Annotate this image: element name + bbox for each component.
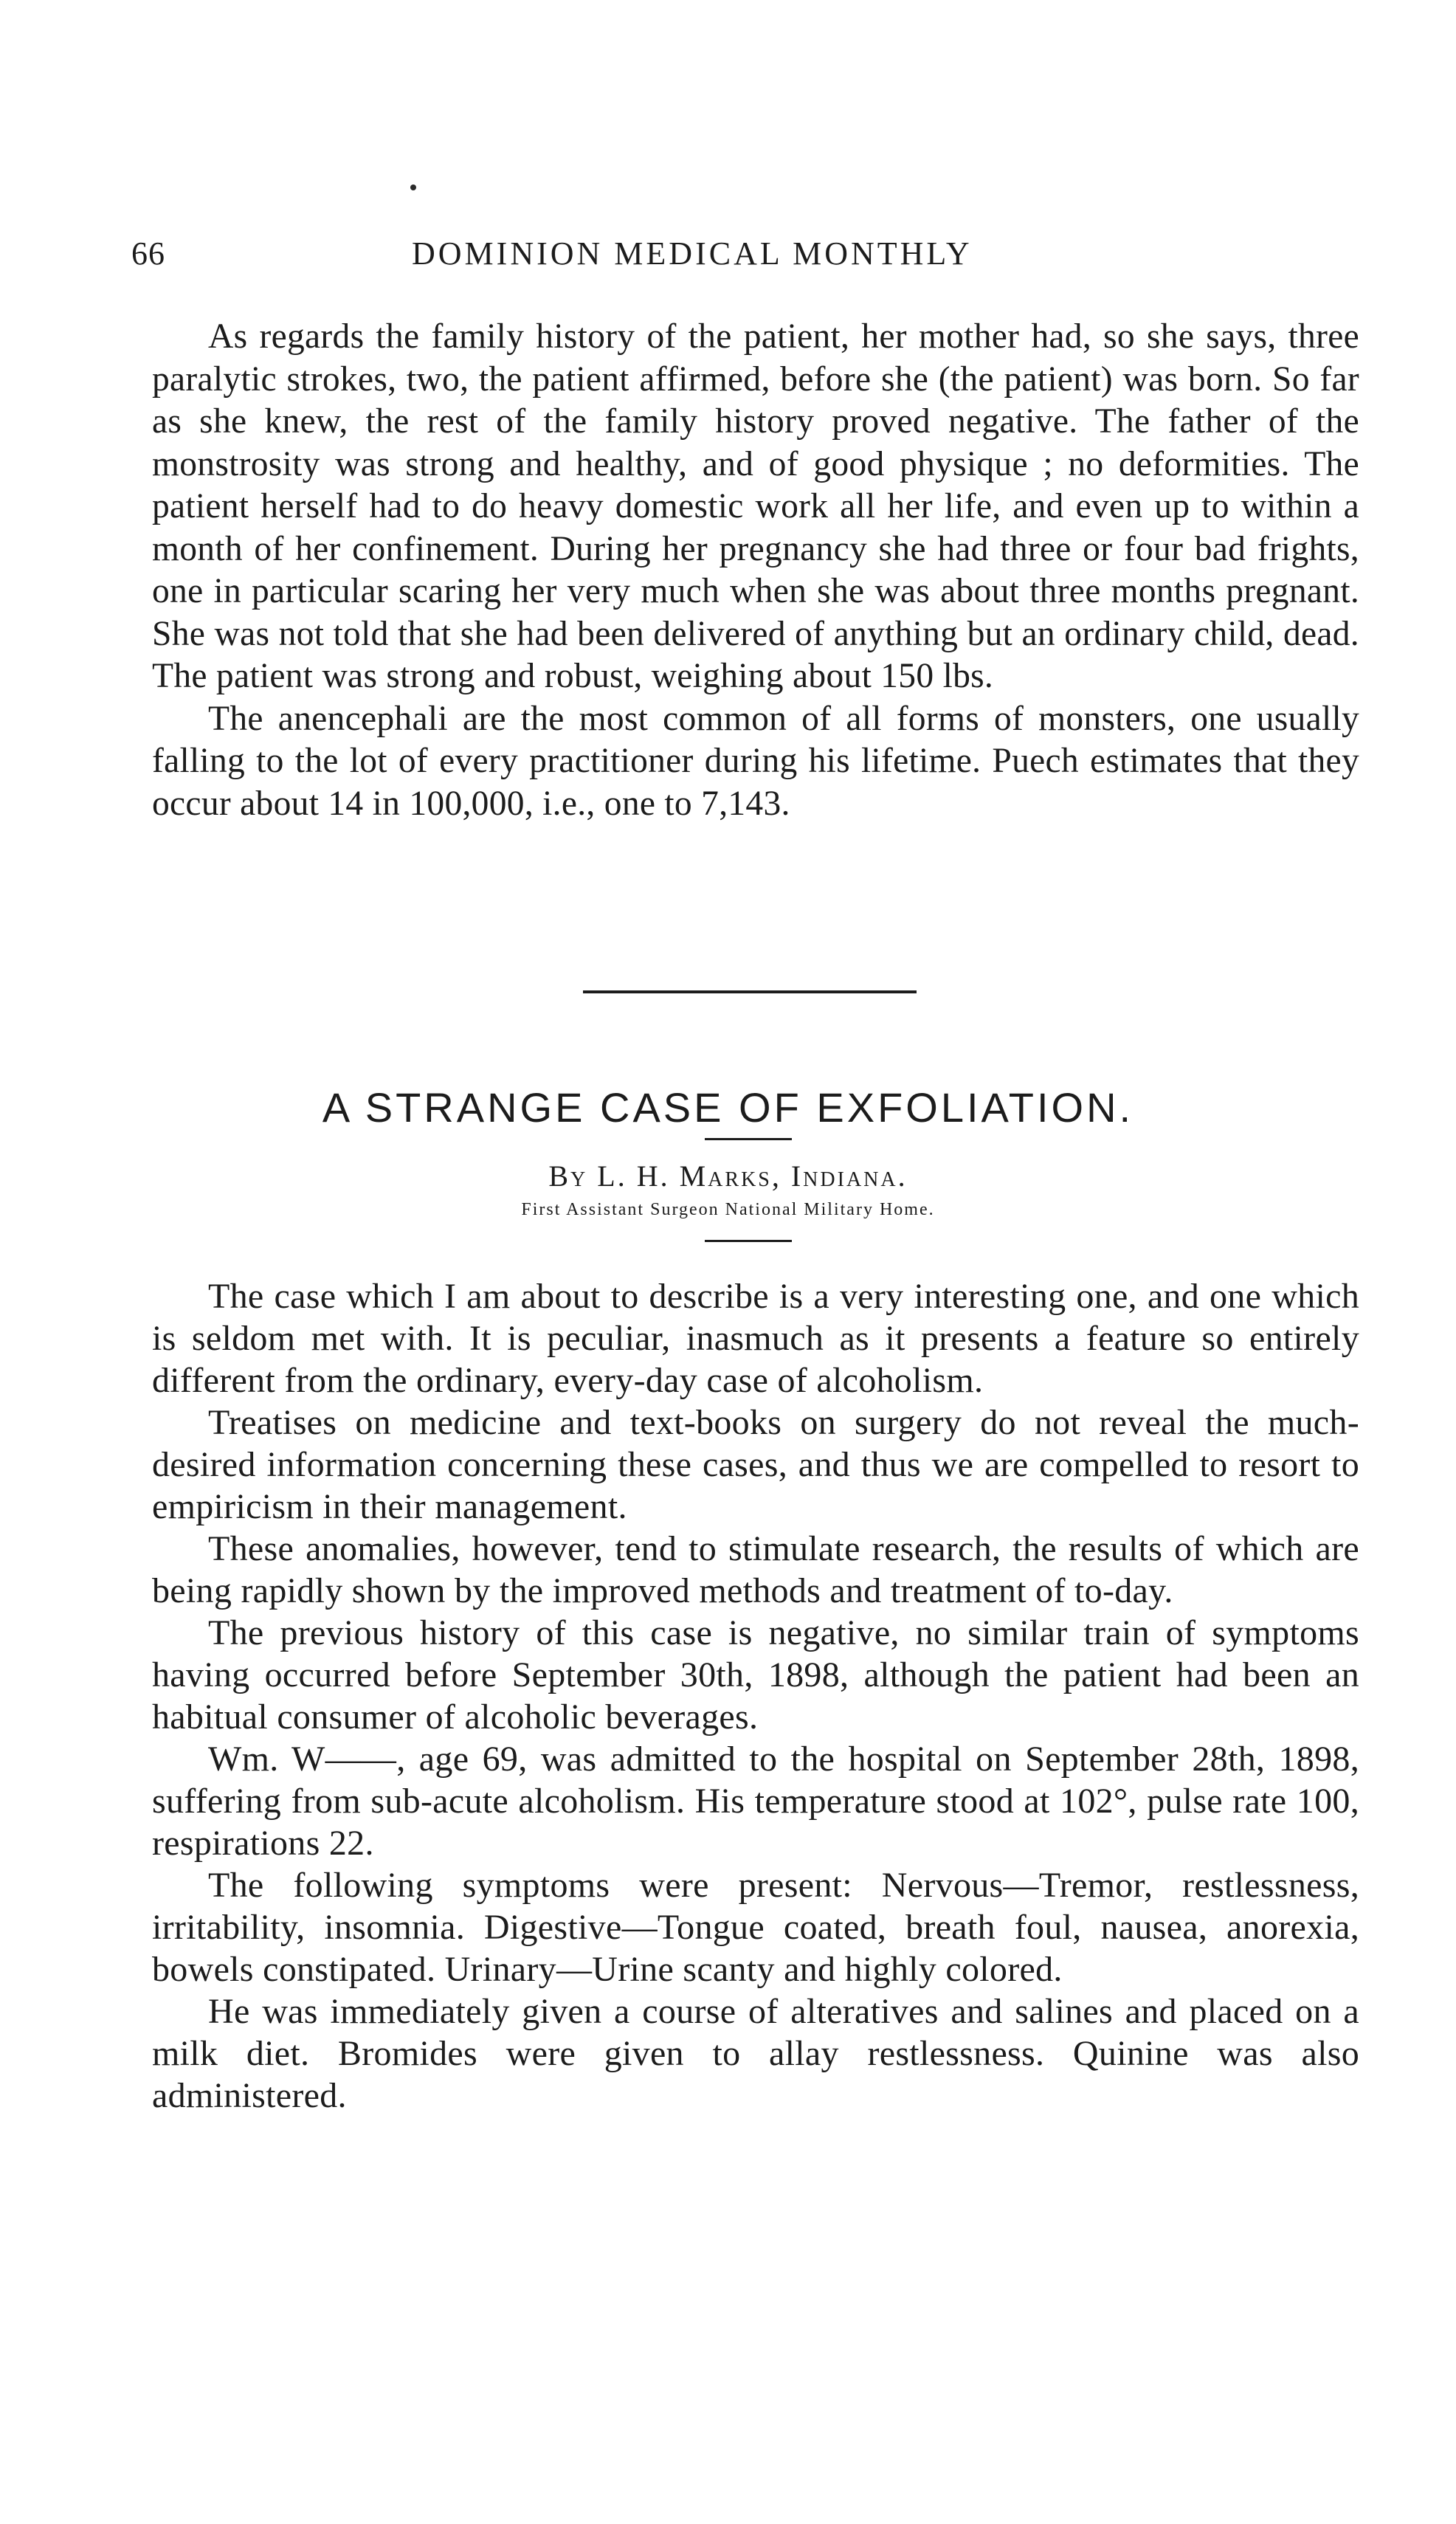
- section-divider-rule: [583, 990, 917, 993]
- paragraph: Wm. W——, age 69, was admitted to the hospital on September 28th, 1898, suffering from sub-acute alcoholism. His temperature stood at 102°, pulse rate 100, respirations 22.: [152, 1739, 1359, 1863]
- page-number: 66: [131, 235, 165, 272]
- previous-article-continuation: [152, 316, 1359, 825]
- article-title: A STRANGE CASE OF EXFOLIATION.: [322, 1083, 1134, 1131]
- paragraph: Treatises on medicine and text-books on surgery do not reveal the much-desired information concerning these cases, and thus we are compelled to resort to empiricism in their management.: [152, 1403, 1359, 1526]
- byline-author: L. H. Marks,: [597, 1159, 782, 1193]
- paragraph: These anomalies, however, tend to stimulate research, the results of which are being rapidly shown by the improved methods and treatment of to-day.: [152, 1529, 1359, 1610]
- paragraph: The following symptoms were present: Nervous—Tremor, restlessness, irritability, insomnia. Digestive—Tongue coated, breath foul, nausea, anorexia, bowels constipated. Urinary—Urine scanty and highly colored.: [152, 1866, 1359, 1989]
- paragraph: As regards the family history of the patient, her mother had, so she says, three paralytic strokes, two, the patient affirmed, before she (the patient) was born. So far as she knew, the rest of the family history proved negative. The father of the monstrosity was strong and healthy, and of good physique ; no deformities. The patient herself had to do heavy domestic work all her life, and even up to within a month of her confinement. During her pregnancy she had three or four bad frights, one in particular scaring her very much when she was about three months pregnant. She was not told that she had been delivered of anything but an ordinary child, dead. The patient was strong and robust, weighing about 150 lbs.: [152, 317, 1359, 695]
- paragraph: He was immediately given a course of alteratives and salines and placed on a milk diet. Bromides were given to allay restlessness. Quinine was also administered.: [152, 1992, 1359, 2115]
- byline-by: By: [548, 1159, 588, 1193]
- running-title: DOMINION MEDICAL MONTHLY: [412, 235, 973, 272]
- byline: [0, 1159, 1456, 1193]
- paragraph: The case which I am about to describe is a very interesting one, and one which is seldom met with. It is peculiar, inasmuch as it presents a feature so entirely different from the ordinary, every-day case of alcoholism.: [152, 1277, 1359, 1400]
- byline-underline-rule: [705, 1240, 792, 1242]
- title-underline-rule: [705, 1138, 792, 1140]
- paragraph: The previous history of this case is negative, no similar train of symptoms having occurred before September 30th, 1898, although the patient had been an habitual consumer of alcoholic beverages.: [152, 1613, 1359, 1737]
- running-header: [131, 235, 1371, 279]
- author-affiliation: First Assistant Surgeon National Military Home.: [521, 1200, 935, 1219]
- print-speck: [410, 185, 416, 190]
- byline-place: Indiana.: [790, 1159, 908, 1193]
- paragraph: The anencephali are the most common of all forms of monsters, one usually falling to the lot of every practitioner during his lifetime. Puech estimates that they occur about 14 in 100,000, i.e., one to 7,143.: [152, 699, 1359, 823]
- article-body: [152, 1275, 1359, 2117]
